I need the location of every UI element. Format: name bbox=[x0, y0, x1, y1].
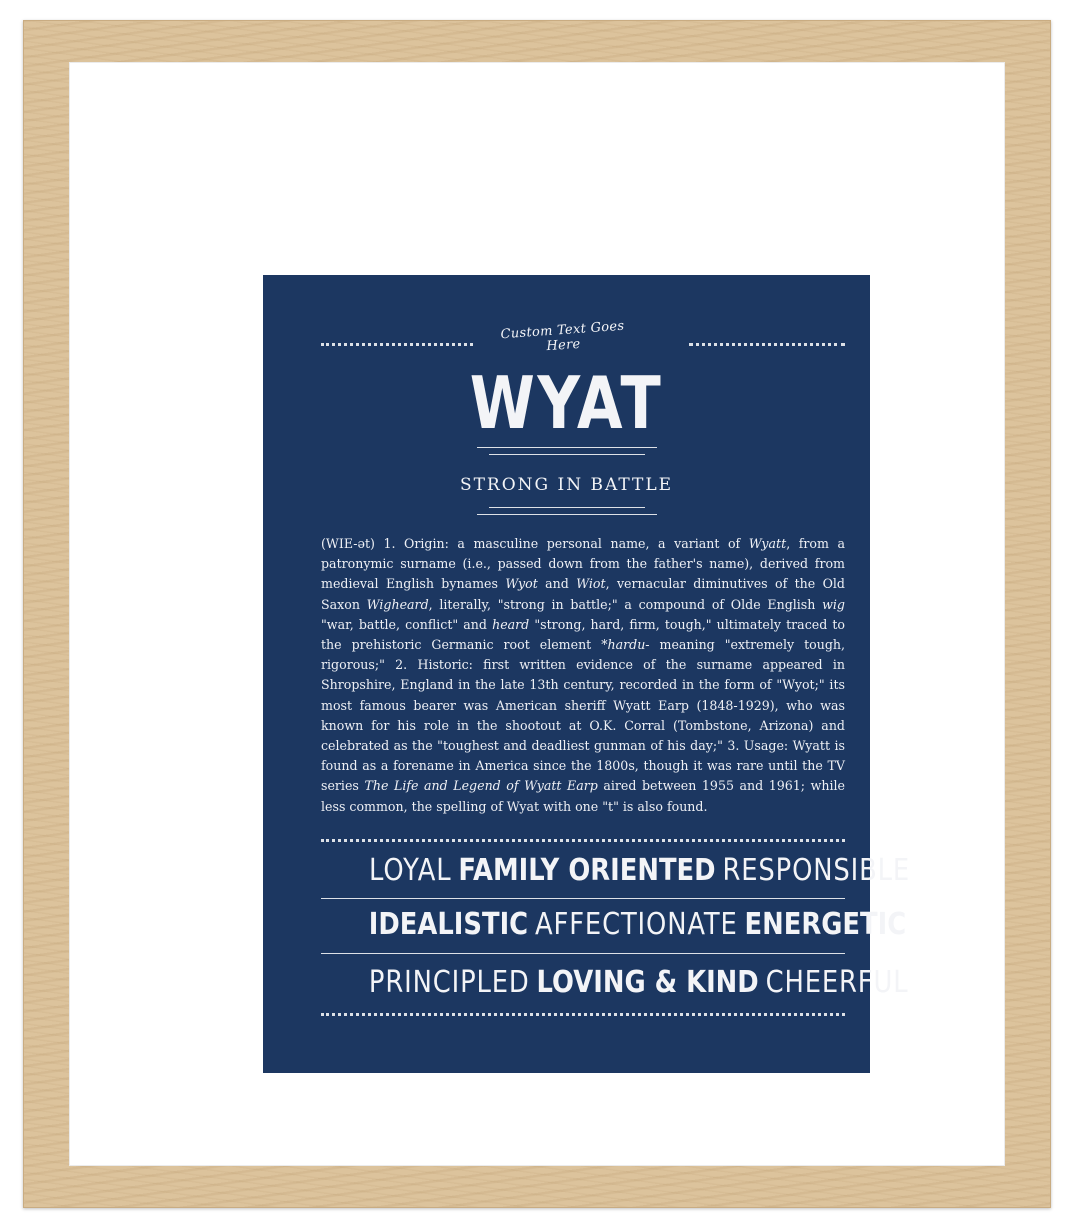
traits-bottom-dotted-rule bbox=[321, 1013, 845, 1016]
trait-word: AFFECTIONATE bbox=[534, 907, 738, 942]
traits-row-2 bbox=[321, 903, 907, 947]
definition-text: and bbox=[537, 576, 577, 592]
definition-italic-term: Wyot bbox=[505, 576, 538, 592]
trait-word: CHEERFUL bbox=[765, 965, 909, 1000]
definition-italic-term: heard bbox=[492, 616, 530, 632]
trait-word: IDEALISTIC bbox=[368, 907, 529, 942]
traits-row-3 bbox=[321, 961, 909, 1005]
definition-italic-term: *hardu- bbox=[601, 637, 650, 653]
meaning-underline-2 bbox=[477, 514, 657, 515]
name-title: WYAT bbox=[469, 361, 664, 445]
trait-word: PRINCIPLED bbox=[368, 965, 530, 1000]
trait-word: LOYAL bbox=[369, 853, 452, 888]
traits-divider-1 bbox=[321, 898, 845, 899]
definition-text: "strong, hard, firm, tough," ultimately traced to the prehistoric Germanic root element bbox=[321, 616, 846, 653]
definition-italic-term: wig bbox=[822, 596, 845, 612]
name-meaning: STRONG IN BATTLE bbox=[459, 475, 674, 495]
definition-text: , from a patronymic surname (i.e., passed down from the father's name), derived from medieval English bynames bbox=[321, 536, 845, 592]
wood-frame bbox=[23, 20, 1051, 1208]
top-left-dotted-rule bbox=[321, 343, 473, 346]
traits-divider-2 bbox=[321, 953, 845, 954]
definition-text: meaning "extremely tough, rigorous;" 2. Historic: first written evidence of the surname appeared in Shropshire, England in the late 13th century, recorded in the form of "Wyot;" its most famous bearer was American sheriff Wyatt Earp (1848-1929), who was known for his role in the shootout at O.K. Corral (Tombstone, Arizona) and celebrated as the "toughest and deadliest gunman of his day;" 3. Usage: Wyatt is found as a forename in America since the 1800s, though it was rare until the TV series bbox=[321, 637, 845, 794]
definition-text: (WIE-ət) 1. Origin: a masculine personal name, a variant of bbox=[321, 536, 749, 551]
trait-word: ENERGETIC bbox=[744, 907, 907, 942]
top-right-dotted-rule bbox=[689, 343, 845, 346]
definition-italic-term: Wyatt bbox=[748, 536, 787, 551]
name-print bbox=[263, 275, 911, 1073]
name-underline-1 bbox=[477, 447, 657, 448]
definition-text: , literally, "strong in battle;" a compound of Olde English bbox=[428, 596, 823, 612]
definition-italic-term: Wiot bbox=[576, 576, 606, 592]
trait-word: RESPONSIBLE bbox=[722, 853, 911, 888]
name-underline-2 bbox=[489, 454, 645, 455]
trait-word: FAMILY ORIENTED bbox=[458, 853, 716, 888]
meaning-underline-1 bbox=[489, 507, 645, 508]
traits-row-1 bbox=[321, 849, 911, 893]
custom-text: Custom Text Goes Here bbox=[500, 318, 625, 355]
definition-italic-term: The Life and Legend of Wyatt Earp bbox=[364, 778, 598, 794]
traits-top-dotted-rule bbox=[321, 839, 845, 842]
name-definition bbox=[321, 534, 845, 817]
definition-text: aired between 1955 and 1961; while less common, the spelling of Wyat with one "t" is also found. bbox=[321, 778, 845, 814]
trait-word: LOVING & KIND bbox=[536, 965, 759, 1000]
definition-text: , vernacular diminutives of the Old Saxon bbox=[321, 576, 845, 612]
white-mat bbox=[69, 62, 1005, 1166]
definition-italic-term: Wigheard bbox=[366, 596, 429, 612]
definition-text: "war, battle, conflict" and bbox=[321, 616, 493, 632]
